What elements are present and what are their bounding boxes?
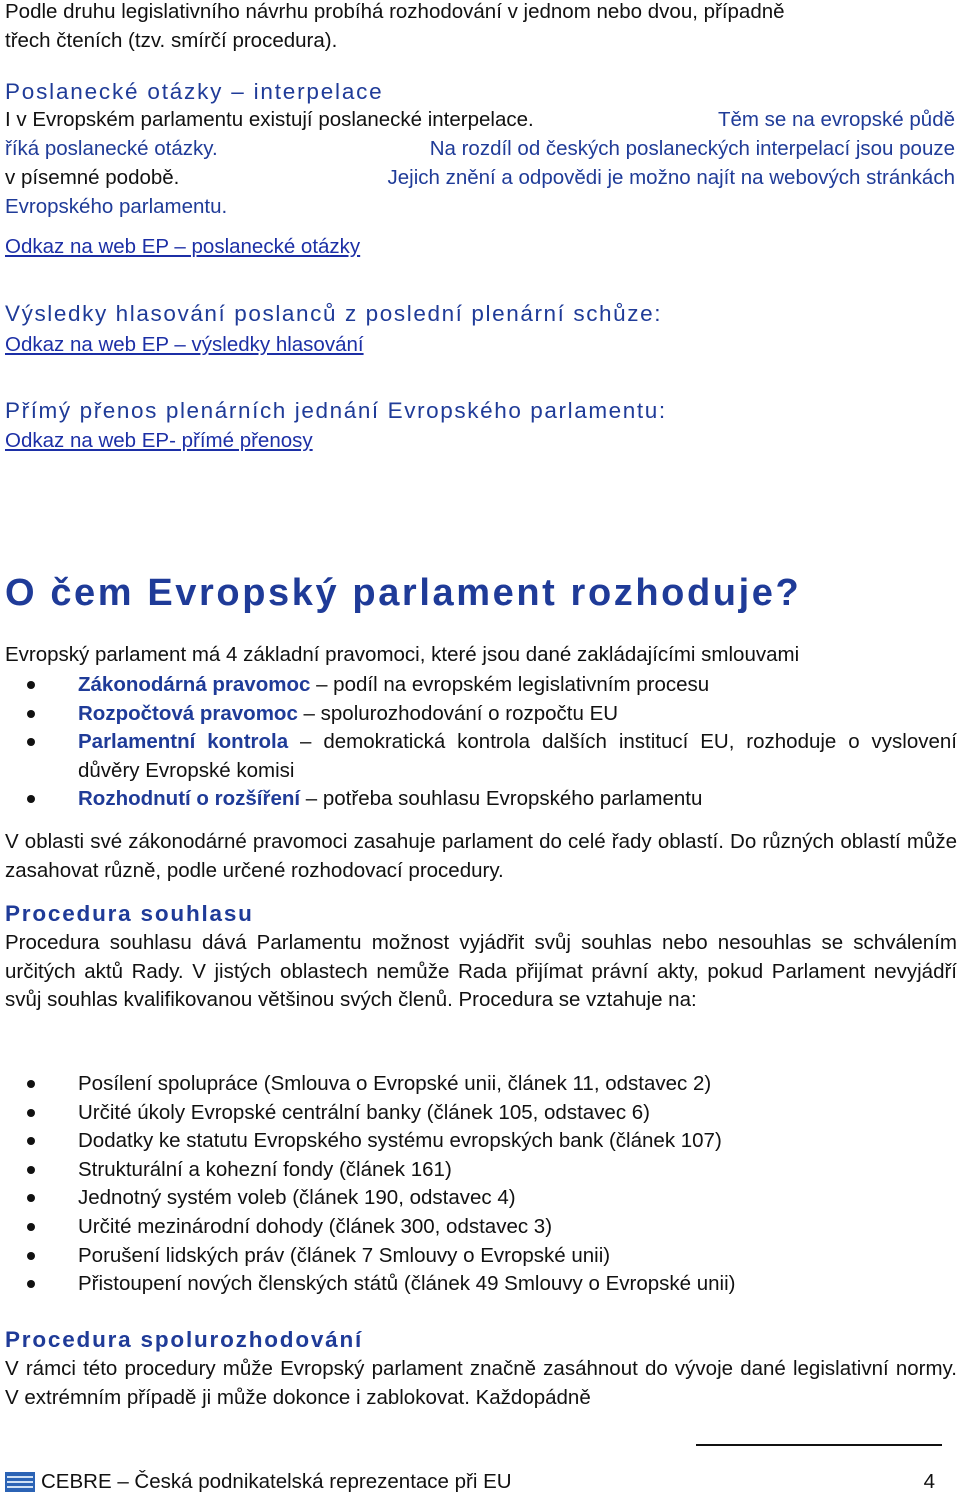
bullet-icon [27,1166,35,1174]
term-desc: – demokratická kontrola dalších institucí EU, rozhoduje o vyslovení důvěry Evropské komisi [78,730,957,782]
list-item-text: Porušení lidských práv (článek 7 Smlouvy o Evropské unii) [78,1243,611,1267]
bullet-icon [27,1194,35,1202]
list-item [5,1242,957,1271]
link-poslanecke-otazky[interactable]: Odkaz na web EP – poslanecké otázky [5,235,361,258]
list-item-text: Posílení spolupráce (Smlouva o Evropské unii, článek 11, odstavec 2) [78,1072,712,1095]
page-number: 4 [923,1470,935,1493]
list-item [5,1213,957,1242]
spolurozhodovani-title: Procedura spolurozhodování [5,1327,364,1352]
term: Rozpočtová pravomoc [78,701,298,725]
cebre-logo-icon [5,1472,35,1492]
pravomoci-intro: Evropský parlament má 4 základní pravomoci, které jsou dané zakládajícími smlouvami [5,643,800,666]
bullet-icon [27,1252,35,1260]
interpelace-text-1b: Těm se na evropské půdě [717,108,955,131]
term-desc: – potřeba souhlasu Evropského parlamentu [300,787,703,811]
bullet-icon [27,1137,35,1145]
list-item-text: Strukturální a kohezní fondy (článek 161) [78,1157,452,1181]
intro-line-2: třech čteních (tzv. smírčí procedura). [5,29,338,52]
souhlas-text: Procedura souhlasu dává Parlamentu možnost vyjádřit svůj souhlas nebo nesouhlas se schválením určitých aktů Rady. V jistých oblastech nemůže Rada přijímat právní akty, pokud Parlament nevyjádří svůj souhlas kvalifikovanou většinou svých členů. Procedura se vztahuje na: [5,931,957,1012]
interpelace-text-2a: říká poslanecké otázky. [5,137,218,160]
souhlas-list [5,1070,957,1299]
list-item-text: Určité mezinárodní dohody (článek 300, odstavec 3) [78,1214,553,1238]
list-item [5,1070,957,1099]
footer-rule [696,1444,942,1446]
bullet-icon [27,1109,35,1117]
bullet-icon [27,795,35,803]
bullet-icon [27,1080,35,1088]
bullet-icon [27,710,35,718]
list-item [5,1156,957,1185]
list-item [5,700,957,729]
term-desc: – spolurozhodování o rozpočtu EU [297,701,619,725]
list-item [5,1184,957,1213]
list-item-text: Jednotný systém voleb (článek 190, odstavec 4) [78,1186,516,1210]
list-item [5,1270,957,1299]
term: Parlamentní kontrola [78,730,289,754]
spolurozhodovani-text: V rámci této procedury může Evropský parlament značně zasáhnout do vývoje dané legislativní normy. V extrémním případě ji může dokonce i zablokovat. Každopádně [5,1357,957,1409]
interpelace-text-3a: v písemné podobě. [5,166,180,189]
prenos-title: Přímý přenos plenárních jednání Evropského parlamentu: [5,398,667,423]
list-item-text: Přistoupení nových členských států (článek 49 Smlouvy o Evropské unii) [78,1272,736,1296]
hlasovani-title: Výsledky hlasování poslanců z poslední plenární schůze: [5,301,663,326]
interpelace-line-1 [5,106,955,135]
term: Zákonodárná pravomoc [78,673,311,696]
link-vysledky-hlasovani[interactable]: Odkaz na web EP – výsledky hlasování [5,333,364,356]
list-item-text: Dodatky ke statutu Evropského systému evropských bank (článek 107) [78,1129,722,1153]
link-prime-prenosy[interactable]: Odkaz na web EP- přímé přenosy [5,429,313,452]
list-item [5,785,957,814]
interpelace-title: Poslanecké otázky – interpelace [5,79,384,104]
bullet-icon [27,1280,35,1288]
term-desc: – podíl na evropském legislativním procesu [310,673,710,696]
main-heading: O čem Evropský parlament rozhoduje? [5,572,802,614]
interpelace-text-1a: I v Evropském parlamentu existují poslanecké interpelace. [5,108,534,131]
interpelace-line-3 [5,164,955,193]
bullet-icon [27,1223,35,1231]
souhlas-title: Procedura souhlasu [5,901,254,926]
interpelace-text-4: Evropského parlamentu. [5,195,228,218]
term: Rozhodnutí o rozšíření [78,787,301,811]
pravomoci-list [5,671,957,814]
list-item [5,671,957,700]
bullet-icon [27,738,35,746]
list-item [5,728,957,785]
page-footer [5,1470,935,1498]
list-item [5,1099,957,1128]
footer-text: CEBRE – Česká podnikatelská reprezentace při EU [41,1470,512,1493]
interpelace-text-3b: Jejich znění a odpovědi je možno najít na webových stránkách [387,166,955,189]
interpelace-text-2b: Na rozdíl od českých poslaneckých interpelací jsou pouze [429,137,955,160]
intro-line-1: Podle druhu legislativního návrhu probíhá rozhodování v jednom nebo dvou, případně [5,0,785,23]
interpelace-line-2 [5,135,955,164]
list-item-text: Určité úkoly Evropské centrální banky (článek 105, odstavec 6) [78,1100,650,1124]
bullet-icon [27,681,35,689]
list-item [5,1127,957,1156]
pravomoci-after: V oblasti své zákonodárné pravomoci zasahuje parlament do celé řady oblastí. Do různých oblastí může zasahovat různě, podle určené rozhodovací procedury. [5,830,957,882]
